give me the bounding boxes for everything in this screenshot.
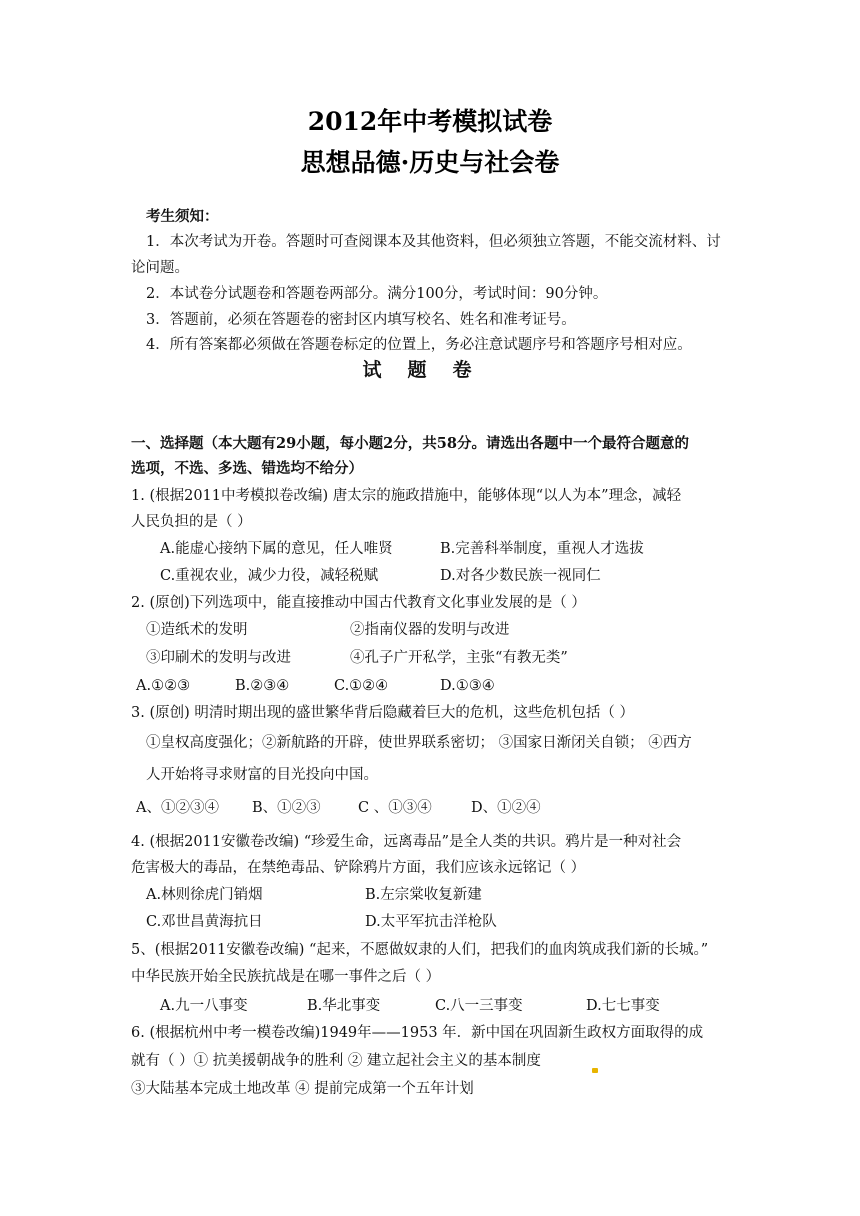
part1-heading: 一、选择题（本大题有29小题，每小题2分，共58分。请选出各题中一个最符合题意的: [131, 435, 689, 452]
question-3-stem: 3. (原创) 明清时期出现的盛世繁华背后隐藏着巨大的危机，这些危机包括（ ）: [131, 705, 634, 721]
question-2-stem: 2. (原创)下列选项中，能直接推动中国古代教育文化事业发展的是（ ）: [131, 595, 586, 611]
part1-heading-cont: 选项，不选、多选、错选均不给分）: [131, 460, 363, 477]
question-2-item-2: ②指南仪器的发明与改进: [350, 622, 510, 638]
question-6-items: ③大陆基本完成土地改革 ④ 提前完成第一个五年计划: [131, 1081, 474, 1097]
question-1-option-c: C.重视农业，减少力役，减轻税赋: [160, 568, 379, 584]
question-4-option-c: C.邓世昌黄海抗日: [146, 914, 263, 930]
question-1-stem: 1. (根据2011中考模拟卷改编) 唐太宗的施政措施中，能够体现“以人为本”理念，减轻: [131, 488, 682, 504]
notice-item-1-cont: 论问题。: [131, 260, 189, 276]
question-4-option-a: A.林则徐虎门销烟: [146, 887, 263, 903]
notice-item-1: 1．本次考试为开卷。答题时可查阅课本及其他资料，但必须独立答题，不能交流材料、讨: [146, 234, 721, 250]
question-5-option-d: D.七七事变: [586, 998, 660, 1014]
question-4-option-b: B.左宗棠收复新建: [365, 887, 482, 903]
question-3-items-cont: 人开始将寻求财富的目光投向中国。: [146, 767, 378, 783]
question-4-option-d: D.太平军抗击洋枪队: [365, 914, 497, 930]
question-1-option-b: B.完善科举制度，重视人才选拔: [440, 541, 644, 557]
question-2-option-d: D.①③④: [440, 678, 495, 694]
question-1-option-a: A.能虚心接纳下属的意见，任人唯贤: [160, 541, 393, 557]
question-2-item-4: ④孔子广开私学，主张“有教无类”: [350, 650, 568, 666]
exam-title: 2012年中考模拟试卷: [307, 107, 553, 136]
question-4-stem-cont: 危害极大的毒品，在禁绝毒品、铲除鸦片方面，我们应该永远铭记（ ）: [131, 860, 586, 876]
question-2-option-c: C.①②④: [334, 678, 389, 694]
highlight-mark: [592, 1068, 598, 1073]
question-1-option-d: D.对各少数民族一视同仁: [440, 568, 601, 584]
notice-item-4: 4．所有答案都必须做在答题卷标定的位置上，务必注意试题序号和答题序号相对应。: [146, 337, 692, 353]
notice-heading: 考生须知：: [146, 208, 219, 225]
question-2-item-1: ①造纸术的发明: [146, 622, 248, 638]
question-3-option-c: C 、①③④: [358, 800, 432, 816]
question-4-stem: 4. (根据2011安徽卷改编) “珍爱生命，远离毒品”是全人类的共识。鸦片是一种对社会: [131, 834, 682, 850]
exam-subtitle: 思想品德·历史与社会卷: [300, 148, 560, 177]
question-5-option-b: B.华北事变: [307, 998, 381, 1014]
question-3-option-d: D、①②④: [471, 800, 541, 816]
question-3-items: ①皇权高度强化；②新航路的开辟，使世界联系密切； ③国家日渐闭关自锁； ④西方: [146, 735, 692, 751]
question-5-option-c: C.八一三事变: [435, 998, 523, 1014]
question-3-option-b: B、①②③: [252, 800, 321, 816]
notice-item-3: 3．答题前，必须在答题卷的密封区内填写校名、姓名和准考证号。: [146, 312, 576, 328]
question-2-option-a: A.①②③: [136, 678, 191, 694]
question-5-stem: 5、(根据2011安徽卷改编) “起来，不愿做奴隶的人们，把我们的血肉筑成我们新的长城。”: [131, 942, 709, 958]
section-title: 试题卷: [362, 359, 498, 381]
notice-item-2: 2．本试卷分试题卷和答题卷两部分。满分100分，考试时间：90分钟。: [146, 286, 608, 302]
question-6-stem-cont: 就有（ ）① 抗美援朝战争的胜利 ② 建立起社会主义的基本制度: [131, 1053, 541, 1069]
question-2-option-b: B.②③④: [235, 678, 290, 694]
question-1-stem-cont: 人民负担的是（ ）: [131, 514, 252, 530]
question-3-option-a: A、①②③④: [136, 800, 219, 816]
question-5-stem-cont: 中华民族开始全民族抗战是在哪一事件之后（ ）: [131, 969, 441, 985]
question-2-item-3: ③印刷术的发明与改进: [146, 650, 291, 666]
question-5-option-a: A.九一八事变: [160, 998, 248, 1014]
question-6-stem: 6. (根据杭州中考一模卷改编)1949年——1953 年．新中国在巩固新生政权方面取得的成: [131, 1025, 704, 1041]
